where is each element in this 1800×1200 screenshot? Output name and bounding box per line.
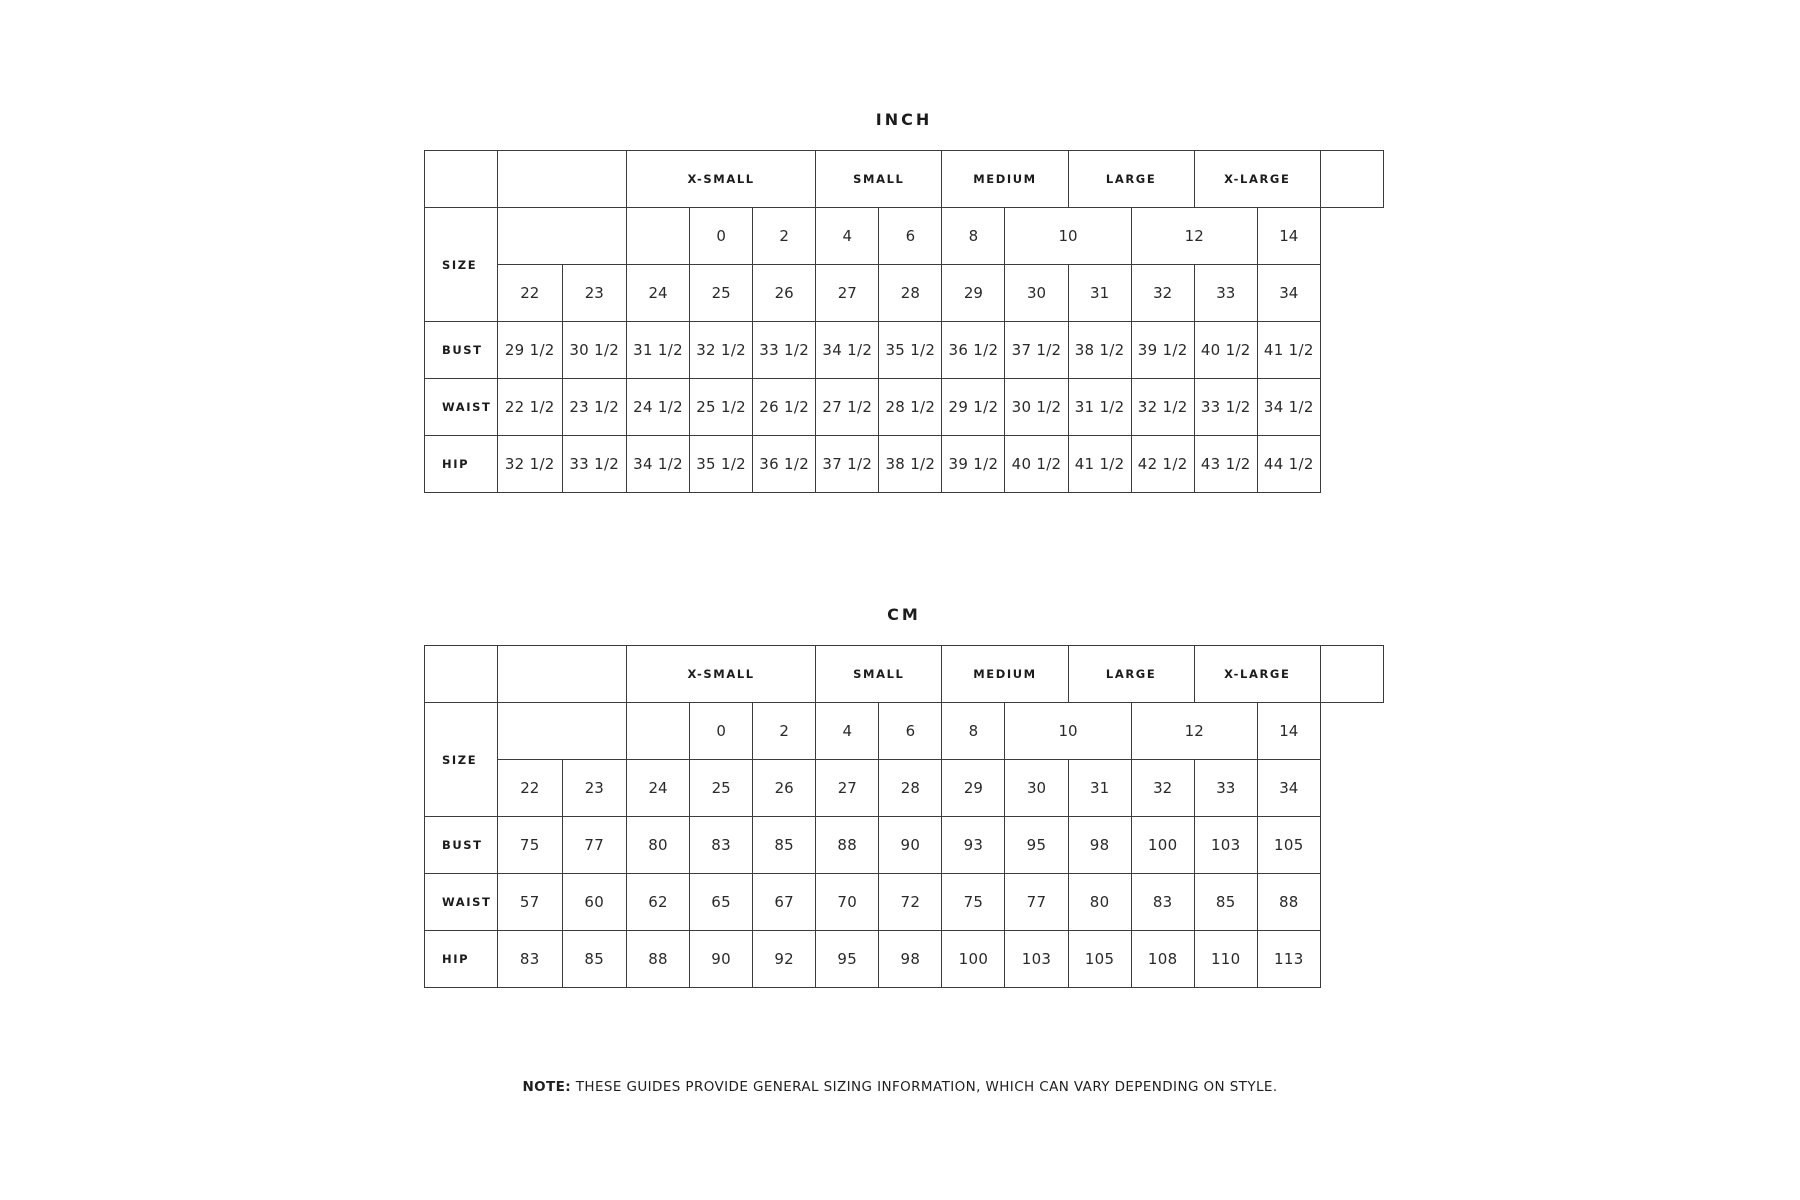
bust-value-8: 95 [1005, 817, 1068, 874]
eu-size-33: 33 [1194, 760, 1257, 817]
us-size-14: 14 [1257, 703, 1320, 760]
eu-size-32: 32 [1131, 760, 1194, 817]
us-size-14: 14 [1257, 208, 1320, 265]
hip-value-5: 95 [816, 931, 879, 988]
hip-value-6: 38 1/2 [879, 436, 942, 493]
cm-size-table [424, 645, 1384, 988]
bust-value-11: 103 [1194, 817, 1257, 874]
waist-value-10: 32 1/2 [1131, 379, 1194, 436]
eu-size-28: 28 [879, 265, 942, 322]
band-x-small: X-SMALL [627, 151, 816, 208]
us-size-10: 10 [1005, 703, 1131, 760]
bust-value-0: 29 1/2 [498, 322, 563, 379]
band-small: SMALL [816, 151, 942, 208]
hip-value-3: 90 [690, 931, 753, 988]
waist-value-3: 25 1/2 [690, 379, 753, 436]
table-row-bust [425, 322, 1384, 379]
eu-size-23: 23 [562, 265, 627, 322]
waist-value-9: 80 [1068, 874, 1131, 931]
waist-value-2: 62 [627, 874, 690, 931]
us-size-12: 12 [1131, 703, 1257, 760]
waist-value-4: 67 [753, 874, 816, 931]
waist-value-12: 34 1/2 [1257, 379, 1320, 436]
inch-chart-title: INCH [875, 110, 933, 129]
row-label-bust: BUST [425, 322, 498, 379]
eu-size-30: 30 [1005, 760, 1068, 817]
us-size-8: 8 [942, 703, 1005, 760]
table-row-us-sizes [425, 208, 1384, 265]
bust-value-7: 93 [942, 817, 1005, 874]
eu-size-29: 29 [942, 265, 1005, 322]
eu-size-29: 29 [942, 760, 1005, 817]
inch-size-table [424, 150, 1384, 493]
hip-value-11: 43 1/2 [1194, 436, 1257, 493]
inch-size-chart [424, 110, 1384, 493]
table-row-eu-sizes [425, 760, 1384, 817]
empty-size-cell-2 [627, 703, 690, 760]
waist-value-5: 70 [816, 874, 879, 931]
bust-value-9: 38 1/2 [1068, 322, 1131, 379]
band-small: SMALL [816, 646, 942, 703]
empty-band-cell-end [1320, 646, 1383, 703]
row-label-hip: HIP [425, 436, 498, 493]
bust-value-7: 36 1/2 [942, 322, 1005, 379]
hip-value-0: 32 1/2 [498, 436, 563, 493]
eu-size-30: 30 [1005, 265, 1068, 322]
waist-value-1: 60 [562, 874, 627, 931]
eu-size-34: 34 [1257, 265, 1320, 322]
waist-value-6: 28 1/2 [879, 379, 942, 436]
hip-value-8: 103 [1005, 931, 1068, 988]
us-size-0: 0 [690, 208, 753, 265]
empty-band-cell [498, 646, 627, 703]
bust-value-8: 37 1/2 [1005, 322, 1068, 379]
bust-value-11: 40 1/2 [1194, 322, 1257, 379]
us-size-6: 6 [879, 703, 942, 760]
table-row-waist [425, 379, 1384, 436]
cm-chart-title: CM [887, 605, 921, 624]
hip-value-10: 108 [1131, 931, 1194, 988]
sizing-note [0, 1079, 1800, 1095]
hip-value-4: 92 [753, 931, 816, 988]
bust-value-12: 41 1/2 [1257, 322, 1320, 379]
eu-size-24: 24 [627, 265, 690, 322]
us-size-2: 2 [753, 208, 816, 265]
us-size-4: 4 [816, 208, 879, 265]
hip-value-9: 105 [1068, 931, 1131, 988]
band-medium: MEDIUM [942, 646, 1068, 703]
hip-value-6: 98 [879, 931, 942, 988]
us-size-2: 2 [753, 703, 816, 760]
us-size-0: 0 [690, 703, 753, 760]
empty-size-cell [498, 703, 627, 760]
empty-band-cell [498, 151, 627, 208]
table-row-waist [425, 874, 1384, 931]
bust-value-1: 30 1/2 [562, 322, 627, 379]
hip-value-10: 42 1/2 [1131, 436, 1194, 493]
hip-value-4: 36 1/2 [753, 436, 816, 493]
hip-value-0: 83 [498, 931, 563, 988]
waist-value-3: 65 [690, 874, 753, 931]
waist-value-12: 88 [1257, 874, 1320, 931]
eu-size-26: 26 [753, 760, 816, 817]
waist-value-0: 22 1/2 [498, 379, 563, 436]
bust-value-4: 33 1/2 [753, 322, 816, 379]
table-row-bust [425, 817, 1384, 874]
eu-size-24: 24 [627, 760, 690, 817]
us-size-8: 8 [942, 208, 1005, 265]
us-size-12: 12 [1131, 208, 1257, 265]
eu-size-27: 27 [816, 760, 879, 817]
waist-value-7: 29 1/2 [942, 379, 1005, 436]
waist-value-8: 77 [1005, 874, 1068, 931]
bust-value-0: 75 [498, 817, 563, 874]
hip-value-2: 34 1/2 [627, 436, 690, 493]
hip-value-7: 100 [942, 931, 1005, 988]
hip-value-11: 110 [1194, 931, 1257, 988]
eu-size-28: 28 [879, 760, 942, 817]
waist-value-0: 57 [498, 874, 563, 931]
band-x-large: X-LARGE [1194, 151, 1320, 208]
hip-value-9: 41 1/2 [1068, 436, 1131, 493]
band-large: LARGE [1068, 646, 1194, 703]
bust-value-2: 80 [627, 817, 690, 874]
eu-size-22: 22 [498, 760, 563, 817]
us-size-6: 6 [879, 208, 942, 265]
eu-size-32: 32 [1131, 265, 1194, 322]
bust-value-5: 88 [816, 817, 879, 874]
waist-value-4: 26 1/2 [753, 379, 816, 436]
bust-value-5: 34 1/2 [816, 322, 879, 379]
hip-value-1: 85 [562, 931, 627, 988]
bust-value-3: 83 [690, 817, 753, 874]
hip-value-5: 37 1/2 [816, 436, 879, 493]
band-medium: MEDIUM [942, 151, 1068, 208]
note-text: THESE GUIDES PROVIDE GENERAL SIZING INFORMATION, WHICH CAN VARY DEPENDING ON STYLE. [571, 1079, 1278, 1095]
hip-value-1: 33 1/2 [562, 436, 627, 493]
eu-size-25: 25 [690, 265, 753, 322]
eu-size-23: 23 [562, 760, 627, 817]
hip-value-8: 40 1/2 [1005, 436, 1068, 493]
table-row-hip [425, 436, 1384, 493]
eu-size-27: 27 [816, 265, 879, 322]
waist-value-8: 30 1/2 [1005, 379, 1068, 436]
waist-value-10: 83 [1131, 874, 1194, 931]
eu-size-34: 34 [1257, 760, 1320, 817]
eu-size-31: 31 [1068, 265, 1131, 322]
waist-value-6: 72 [879, 874, 942, 931]
waist-value-5: 27 1/2 [816, 379, 879, 436]
bust-value-2: 31 1/2 [627, 322, 690, 379]
waist-value-11: 85 [1194, 874, 1257, 931]
waist-value-7: 75 [942, 874, 1005, 931]
empty-band-cell-end [1320, 151, 1383, 208]
waist-value-11: 33 1/2 [1194, 379, 1257, 436]
eu-size-22: 22 [498, 265, 563, 322]
us-size-4: 4 [816, 703, 879, 760]
eu-size-33: 33 [1194, 265, 1257, 322]
band-large: LARGE [1068, 151, 1194, 208]
band-x-small: X-SMALL [627, 646, 816, 703]
band-x-large: X-LARGE [1194, 646, 1320, 703]
waist-value-9: 31 1/2 [1068, 379, 1131, 436]
eu-size-26: 26 [753, 265, 816, 322]
eu-size-25: 25 [690, 760, 753, 817]
bust-value-12: 105 [1257, 817, 1320, 874]
row-label-waist: WAIST [425, 379, 498, 436]
empty-size-cell-2 [627, 208, 690, 265]
bust-value-6: 35 1/2 [879, 322, 942, 379]
waist-value-2: 24 1/2 [627, 379, 690, 436]
table-row-us-sizes [425, 703, 1384, 760]
bust-value-9: 98 [1068, 817, 1131, 874]
hip-value-7: 39 1/2 [942, 436, 1005, 493]
row-label-bust: BUST [425, 817, 498, 874]
row-label-size: SIZE [425, 703, 498, 817]
row-label-hip: HIP [425, 931, 498, 988]
hip-value-12: 44 1/2 [1257, 436, 1320, 493]
hip-value-3: 35 1/2 [690, 436, 753, 493]
bust-value-3: 32 1/2 [690, 322, 753, 379]
bust-value-4: 85 [753, 817, 816, 874]
cm-size-chart [424, 605, 1384, 988]
table-row-bands [425, 646, 1384, 703]
empty-size-cell [498, 208, 627, 265]
corner-cell [425, 151, 498, 208]
corner-cell [425, 646, 498, 703]
us-size-10: 10 [1005, 208, 1131, 265]
hip-value-2: 88 [627, 931, 690, 988]
note-label: NOTE: [522, 1079, 572, 1095]
bust-value-10: 100 [1131, 817, 1194, 874]
table-row-hip [425, 931, 1384, 988]
row-label-size: SIZE [425, 208, 498, 322]
table-row-bands [425, 151, 1384, 208]
bust-value-1: 77 [562, 817, 627, 874]
bust-value-6: 90 [879, 817, 942, 874]
hip-value-12: 113 [1257, 931, 1320, 988]
bust-value-10: 39 1/2 [1131, 322, 1194, 379]
waist-value-1: 23 1/2 [562, 379, 627, 436]
table-row-eu-sizes [425, 265, 1384, 322]
row-label-waist: WAIST [425, 874, 498, 931]
eu-size-31: 31 [1068, 760, 1131, 817]
